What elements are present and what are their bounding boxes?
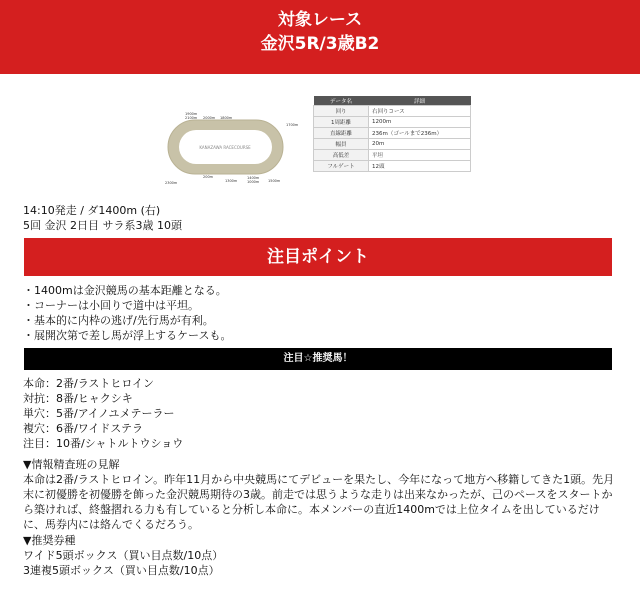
pick-chumoku: 注目：10番/シャトルトウショウ <box>23 437 184 450</box>
table-cell: 平坦 <box>369 150 471 161</box>
table-cell: 直線距離 <box>314 128 369 139</box>
tickets-title: ▼推奨券種 <box>23 534 76 547</box>
mark-200: 200m <box>203 175 214 179</box>
mark-2300: 2300m <box>165 181 178 185</box>
table-cell: 1周距離 <box>314 117 369 128</box>
mark-1700: 1700m <box>286 123 299 127</box>
mark-1800: 1800m <box>220 116 233 120</box>
attention-banner: 注目ポイント <box>24 238 612 276</box>
table-cell: フルゲート <box>314 161 369 172</box>
race-meeting-detail: 5回 金沢 2日目 サラ系3歳 10頭 <box>23 219 182 232</box>
table-row <box>314 117 471 128</box>
table-cell: 236m（ゴールまで236m） <box>369 128 471 139</box>
recommend-bar: 注目☆推奨馬！ <box>24 348 612 370</box>
analysis-section <box>23 457 618 532</box>
header-race-name: 金沢5R/3歳B2 <box>260 34 380 54</box>
table-cell: 12頭 <box>369 161 471 172</box>
list-item: ・1400mは金沢競馬の基本距離となる。 <box>23 284 227 297</box>
race-info <box>23 203 182 233</box>
mark-1300: 1300m <box>225 179 238 183</box>
list-item: ・展開次第で差し馬が浮上するケースも。 <box>23 329 232 342</box>
mark-2100: 2100m <box>185 116 198 120</box>
table-row <box>314 139 471 150</box>
mark-1500: 1500m <box>268 179 281 183</box>
analysis-body: 本命は2番/ラストヒロイン。昨年11月から中央競馬にてデビューを果たし、今年になって地方へ移籍してきた1頭。先月末に初優勝を初優勝を飾った金沢競馬期待の3歳。前走では思うような走りは出来なかったが、己のペースをスタートから築ければ、終盤摺れる力も有していると分析し本命に。本メンバーの直近1400mでは上位タイムを出しているだけに、馬券内には絡んでくるだろう。 <box>23 473 615 531</box>
ticket-item: ワイド5頭ボックス（買い目点数/10点） <box>23 549 224 562</box>
pick-honmei: 本命：2番/ラストヒロイン <box>23 377 155 390</box>
header-title: 対象レース <box>277 10 363 30</box>
table-row <box>314 161 471 172</box>
table-cell: 右回りコース <box>369 106 471 117</box>
table-row <box>314 106 471 117</box>
table-header-cell: データ名 <box>314 96 369 106</box>
list-item: ・基本的に内枠の逃げ/先行馬が有利。 <box>23 314 214 327</box>
table-cell: 20m <box>369 139 471 150</box>
table-header <box>314 96 471 106</box>
ticket-item: 3連複5頭ボックス（買い目点数/10点） <box>23 564 220 577</box>
pick-taikou: 対抗：8番/ヒャクシキ <box>23 392 133 405</box>
mark-1000: 1000m <box>247 180 260 184</box>
course-label: KANAZAWA RACECOURSE <box>199 145 251 150</box>
course-data-table <box>313 96 471 172</box>
table-header-cell: 詳細 <box>369 96 471 106</box>
list-item: ・コーナーは小回りで道中は平坦。 <box>23 299 199 312</box>
horse-picks <box>23 376 183 451</box>
pick-fukuana: 複穴：6番/ワイドステラ <box>23 422 144 435</box>
table-cell: 幅員 <box>314 139 369 150</box>
table-cell: 回り <box>314 106 369 117</box>
mark-1400: 1400m <box>247 176 260 180</box>
mark-2000: 2000m <box>203 116 216 120</box>
table-row <box>314 150 471 161</box>
attention-points <box>23 283 231 343</box>
race-header <box>0 0 640 74</box>
table-row <box>314 128 471 139</box>
table-cell: 高低差 <box>314 150 369 161</box>
analysis-title: ▼情報精査班の見解 <box>23 458 120 471</box>
mark-1900: 1900m <box>185 112 198 116</box>
pick-tanana: 単穴：5番/アイノユメテーラー <box>23 407 175 420</box>
race-time-distance: 14:10発走 / ダ1400m (右) <box>23 204 161 217</box>
course-map <box>165 112 305 186</box>
tickets-section <box>23 533 223 578</box>
table-cell: 1200m <box>369 117 471 128</box>
